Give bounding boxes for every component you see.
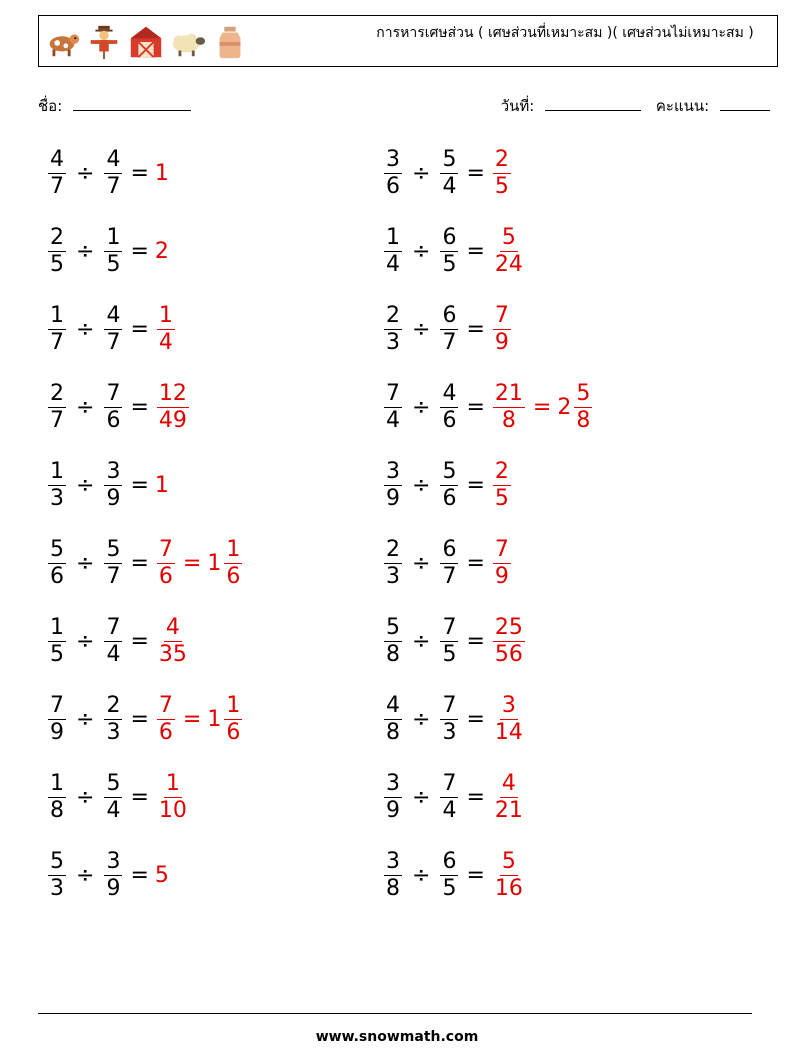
problem-item: [382, 845, 527, 905]
divide-sign: ÷: [76, 394, 95, 420]
denominator: 6: [158, 563, 173, 589]
denominator: 6: [226, 563, 241, 589]
denominator: 5: [50, 251, 64, 277]
denominator: 3: [386, 563, 400, 589]
denominator: 3: [106, 719, 121, 745]
problem-item: [46, 611, 191, 671]
denominator: 5: [50, 641, 64, 667]
denominator: 6: [50, 563, 64, 589]
dividend-fraction: [48, 225, 66, 278]
denominator: 4: [442, 797, 457, 823]
numerator: 3: [386, 458, 400, 484]
divisor-fraction: [440, 225, 458, 278]
dividend-fraction: [384, 849, 402, 902]
mixed-whole: 2: [557, 394, 572, 420]
answer: [155, 615, 191, 668]
numerator: 7: [106, 380, 121, 406]
answer-fraction: [493, 147, 511, 200]
score-blank: [720, 96, 770, 111]
problem-item: [382, 377, 594, 437]
problem-item: [46, 143, 170, 203]
divisor-fraction: [440, 459, 458, 512]
denominator: 24: [494, 251, 523, 277]
score-label: คะแนน:: [655, 97, 710, 115]
denominator: 6: [386, 173, 400, 199]
divisor-fraction: [440, 381, 458, 434]
problem-item: [382, 221, 527, 281]
answer: [491, 381, 594, 434]
denominator: 7: [442, 563, 457, 589]
answer-fraction: [493, 303, 511, 356]
denominator: 14: [494, 719, 523, 745]
answer: [491, 459, 513, 512]
divisor-fraction: [440, 303, 458, 356]
denominator: 5: [442, 251, 457, 277]
divisor-fraction: [440, 615, 458, 668]
divide-sign: ÷: [76, 160, 95, 186]
divisor-fraction: [104, 147, 122, 200]
dividend-fraction: [48, 147, 66, 200]
answer-fraction: [157, 303, 175, 356]
denominator: 3: [50, 485, 64, 511]
divide-sign: ÷: [76, 862, 95, 888]
problem-item: [382, 767, 527, 827]
numerator: 7: [106, 614, 121, 640]
denominator: 35: [158, 641, 187, 667]
milk-jug-icon: [211, 22, 249, 62]
numerator: 5: [442, 146, 457, 172]
divisor-fraction: [104, 537, 122, 590]
answer-whole: 1: [154, 160, 169, 186]
numerator: 7: [494, 302, 509, 328]
numerator: 7: [386, 380, 400, 406]
answer-fraction: [493, 849, 525, 902]
divisor-fraction: [104, 303, 122, 356]
equals-sign: =: [130, 706, 149, 732]
denominator: 16: [494, 875, 523, 901]
problem-item: [382, 611, 527, 671]
problem-item: [382, 299, 513, 359]
equals-sign: =: [466, 316, 485, 342]
problem-item: [46, 767, 191, 827]
equals-sign: =: [130, 550, 149, 576]
numerator: 21: [494, 380, 523, 406]
scarecrow-icon: [85, 22, 123, 62]
denominator: 4: [386, 407, 400, 433]
problem-item: [46, 221, 170, 281]
numerator: 5: [50, 848, 64, 874]
denominator: 6: [442, 485, 457, 511]
numerator: 3: [386, 146, 400, 172]
dividend-fraction: [48, 537, 66, 590]
denominator: 5: [442, 875, 457, 901]
divide-sign: ÷: [76, 628, 95, 654]
numerator: 4: [442, 380, 457, 406]
name-blank: [73, 96, 191, 111]
divide-sign: ÷: [412, 550, 431, 576]
divisor-fraction: [440, 849, 458, 902]
numerator: 25: [494, 614, 523, 640]
divisor-fraction: [440, 693, 458, 746]
answer: [155, 239, 170, 264]
answer-fraction: [493, 459, 511, 512]
denominator: 8: [501, 407, 516, 433]
numerator: 5: [442, 458, 457, 484]
dividend-fraction: [384, 459, 402, 512]
numerator: 7: [442, 614, 457, 640]
denominator: 7: [106, 329, 121, 355]
divide-sign: ÷: [412, 472, 431, 498]
answer-fraction: [157, 381, 189, 434]
dividend-fraction: [384, 381, 402, 434]
denominator: 8: [386, 875, 400, 901]
answer: [155, 771, 191, 824]
numerator: 1: [226, 692, 241, 718]
answer-fraction: [157, 537, 175, 590]
divide-sign: ÷: [76, 316, 95, 342]
divisor-fraction: [104, 771, 122, 824]
equals-sign: =: [130, 784, 149, 810]
denominator: 6: [442, 407, 457, 433]
numerator: 6: [442, 848, 457, 874]
numerator: 7: [50, 692, 64, 718]
equals-sign: =: [466, 238, 485, 264]
mixed-fraction: [224, 693, 242, 746]
numerator: 3: [386, 770, 400, 796]
denominator: 4: [158, 329, 173, 355]
answer: [155, 693, 244, 746]
divide-sign: ÷: [412, 394, 431, 420]
problem-item: [382, 533, 513, 593]
numerator: 1: [165, 770, 180, 796]
numerator: 1: [226, 536, 241, 562]
dividend-fraction: [48, 303, 66, 356]
denominator: 3: [442, 719, 457, 745]
denominator: 9: [386, 797, 400, 823]
problem-item: [46, 299, 177, 359]
equals-sign: =: [130, 238, 149, 264]
answer-fraction: [493, 225, 525, 278]
denominator: 21: [494, 797, 523, 823]
divide-sign: ÷: [412, 784, 431, 810]
mixed-fraction: [224, 537, 242, 590]
numerator: 4: [165, 614, 180, 640]
numerator: 4: [386, 692, 400, 718]
answer-equals-sign: =: [532, 394, 552, 420]
divisor-fraction: [104, 381, 122, 434]
numerator: 1: [158, 302, 173, 328]
denominator: 3: [50, 875, 64, 901]
mixed-whole: 1: [207, 550, 222, 576]
numerator: 5: [576, 380, 591, 406]
numerator: 5: [386, 614, 400, 640]
divide-sign: ÷: [412, 628, 431, 654]
equals-sign: =: [130, 862, 149, 888]
answer: [155, 537, 244, 590]
answer: [491, 537, 513, 590]
denominator: 9: [386, 485, 400, 511]
denominator: 5: [106, 251, 121, 277]
equals-sign: =: [130, 628, 149, 654]
numerator: 2: [386, 536, 400, 562]
equals-sign: =: [466, 394, 485, 420]
name-field: [38, 94, 191, 118]
numerator: 1: [386, 224, 400, 250]
footer-divider: [38, 1013, 752, 1014]
dividend-fraction: [384, 303, 402, 356]
divide-sign: ÷: [76, 784, 95, 810]
denominator: 6: [158, 719, 173, 745]
numerator: 4: [106, 146, 121, 172]
divisor-fraction: [440, 537, 458, 590]
divide-sign: ÷: [412, 316, 431, 342]
footer-site: www.snowmath.com: [315, 1029, 479, 1045]
barn-icon: [127, 22, 165, 62]
denominator: 6: [226, 719, 241, 745]
worksheet-title: การหารเศษส่วน ( เศษส่วนที่เหมาะสม )( เศษส่วนไม่เหมาะสม ): [376, 25, 754, 41]
answer-fraction: [157, 771, 189, 824]
equals-sign: =: [130, 472, 149, 498]
denominator: 7: [50, 173, 64, 199]
date-label: วันที่:: [500, 97, 535, 115]
equals-sign: =: [466, 784, 485, 810]
denominator: 7: [50, 407, 64, 433]
date-score-fields: [501, 94, 770, 118]
dividend-fraction: [48, 459, 66, 512]
denominator: 7: [50, 329, 64, 355]
answer-whole: 1: [154, 472, 169, 498]
answer: [491, 771, 527, 824]
numerator: 7: [158, 536, 173, 562]
denominator: 7: [106, 563, 121, 589]
answer: [491, 693, 527, 746]
denominator: 5: [494, 485, 509, 511]
answer-equals-sign: =: [182, 706, 202, 732]
divide-sign: ÷: [76, 550, 95, 576]
numerator: 2: [50, 224, 64, 250]
answer: [491, 849, 527, 902]
answer: [491, 615, 527, 668]
denominator: 8: [386, 719, 400, 745]
dividend-fraction: [384, 147, 402, 200]
numerator: 4: [106, 302, 121, 328]
divide-sign: ÷: [412, 238, 431, 264]
divisor-fraction: [104, 615, 122, 668]
divide-sign: ÷: [412, 862, 431, 888]
numerator: 7: [442, 770, 457, 796]
numerator: 1: [50, 770, 64, 796]
numerator: 5: [50, 536, 64, 562]
answer: [155, 303, 177, 356]
numerator: 1: [50, 458, 64, 484]
answer-fraction: [157, 693, 175, 746]
problem-item: [46, 845, 170, 905]
divide-sign: ÷: [76, 238, 95, 264]
divisor-fraction: [104, 225, 122, 278]
problem-item: [46, 455, 170, 515]
divisor-fraction: [104, 693, 122, 746]
dividend-fraction: [384, 615, 402, 668]
denominator: 4: [106, 797, 121, 823]
numerator: 3: [106, 848, 121, 874]
answer-whole: 2: [154, 238, 169, 264]
numerator: 6: [442, 224, 457, 250]
answer: [155, 863, 170, 888]
dividend-fraction: [384, 225, 402, 278]
answer-whole: 5: [154, 862, 169, 888]
divisor-fraction: [440, 147, 458, 200]
problem-item: [382, 143, 513, 203]
denominator: 6: [106, 407, 121, 433]
problem-item: [46, 533, 244, 593]
numerator: 2: [494, 146, 509, 172]
denominator: 4: [106, 641, 121, 667]
numerator: 2: [494, 458, 509, 484]
dividend-fraction: [48, 849, 66, 902]
dividend-fraction: [48, 771, 66, 824]
problem-item: [46, 377, 191, 437]
denominator: 9: [106, 875, 121, 901]
date-blank: [545, 96, 641, 111]
denominator: 7: [106, 173, 121, 199]
equals-sign: =: [466, 550, 485, 576]
dividend-fraction: [48, 615, 66, 668]
divisor-fraction: [104, 849, 122, 902]
dividend-fraction: [48, 381, 66, 434]
answer: [491, 303, 513, 356]
equals-sign: =: [466, 628, 485, 654]
dividend-fraction: [384, 537, 402, 590]
numerator: 5: [501, 848, 516, 874]
answer: [155, 473, 170, 498]
numerator: 5: [106, 770, 121, 796]
answer: [491, 147, 513, 200]
numerator: 2: [106, 692, 121, 718]
divide-sign: ÷: [412, 706, 431, 732]
denominator: 49: [158, 407, 187, 433]
equals-sign: =: [466, 160, 485, 186]
dividend-fraction: [384, 771, 402, 824]
problem-item: [46, 689, 244, 749]
denominator: 9: [494, 563, 509, 589]
equals-sign: =: [466, 472, 485, 498]
denominator: 5: [442, 641, 457, 667]
numerator: 4: [50, 146, 64, 172]
dividend-fraction: [48, 693, 66, 746]
divide-sign: ÷: [76, 472, 95, 498]
divisor-fraction: [104, 459, 122, 512]
numerator: 4: [501, 770, 516, 796]
divide-sign: ÷: [412, 160, 431, 186]
mixed-whole: 1: [207, 706, 222, 732]
answer-fraction: [493, 771, 525, 824]
equals-sign: =: [466, 862, 485, 888]
problem-item: [382, 689, 527, 749]
numerator: 1: [50, 614, 64, 640]
numerator: 6: [442, 536, 457, 562]
worksheet-header: [38, 15, 778, 67]
denominator: 8: [386, 641, 400, 667]
numerator: 7: [158, 692, 173, 718]
equals-sign: =: [130, 160, 149, 186]
mixed-fraction: [574, 381, 592, 434]
answer-fraction: [493, 381, 525, 434]
answer-fraction: [493, 615, 525, 668]
numerator: 5: [501, 224, 516, 250]
denominator: 4: [386, 251, 400, 277]
denominator: 4: [442, 173, 457, 199]
equals-sign: =: [130, 316, 149, 342]
cow-icon: [43, 22, 81, 62]
numerator: 7: [494, 536, 509, 562]
denominator: 8: [50, 797, 64, 823]
denominator: 10: [158, 797, 187, 823]
numerator: 5: [106, 536, 121, 562]
denominator: 3: [386, 329, 400, 355]
numerator: 12: [158, 380, 187, 406]
answer-equals-sign: =: [182, 550, 202, 576]
numerator: 1: [50, 302, 64, 328]
denominator: 9: [50, 719, 64, 745]
denominator: 56: [494, 641, 523, 667]
denominator: 7: [442, 329, 457, 355]
header-icons: [43, 22, 249, 62]
numerator: 6: [442, 302, 457, 328]
numerator: 2: [50, 380, 64, 406]
numerator: 3: [386, 848, 400, 874]
answer-fraction: [493, 693, 525, 746]
dividend-fraction: [384, 693, 402, 746]
answer-fraction: [493, 537, 511, 590]
name-label: ชื่อ:: [38, 97, 63, 115]
numerator: 2: [386, 302, 400, 328]
equals-sign: =: [466, 706, 485, 732]
denominator: 9: [494, 329, 509, 355]
numerator: 7: [442, 692, 457, 718]
divide-sign: ÷: [76, 706, 95, 732]
denominator: 5: [494, 173, 509, 199]
numerator: 3: [501, 692, 516, 718]
divisor-fraction: [440, 771, 458, 824]
answer: [491, 225, 527, 278]
equals-sign: =: [130, 394, 149, 420]
sheep-icon: [169, 22, 207, 62]
answer: [155, 381, 191, 434]
answer: [155, 161, 170, 186]
numerator: 1: [106, 224, 121, 250]
problem-item: [382, 455, 513, 515]
answer-fraction: [157, 615, 189, 668]
denominator: 9: [106, 485, 121, 511]
numerator: 3: [106, 458, 121, 484]
denominator: 8: [576, 407, 591, 433]
